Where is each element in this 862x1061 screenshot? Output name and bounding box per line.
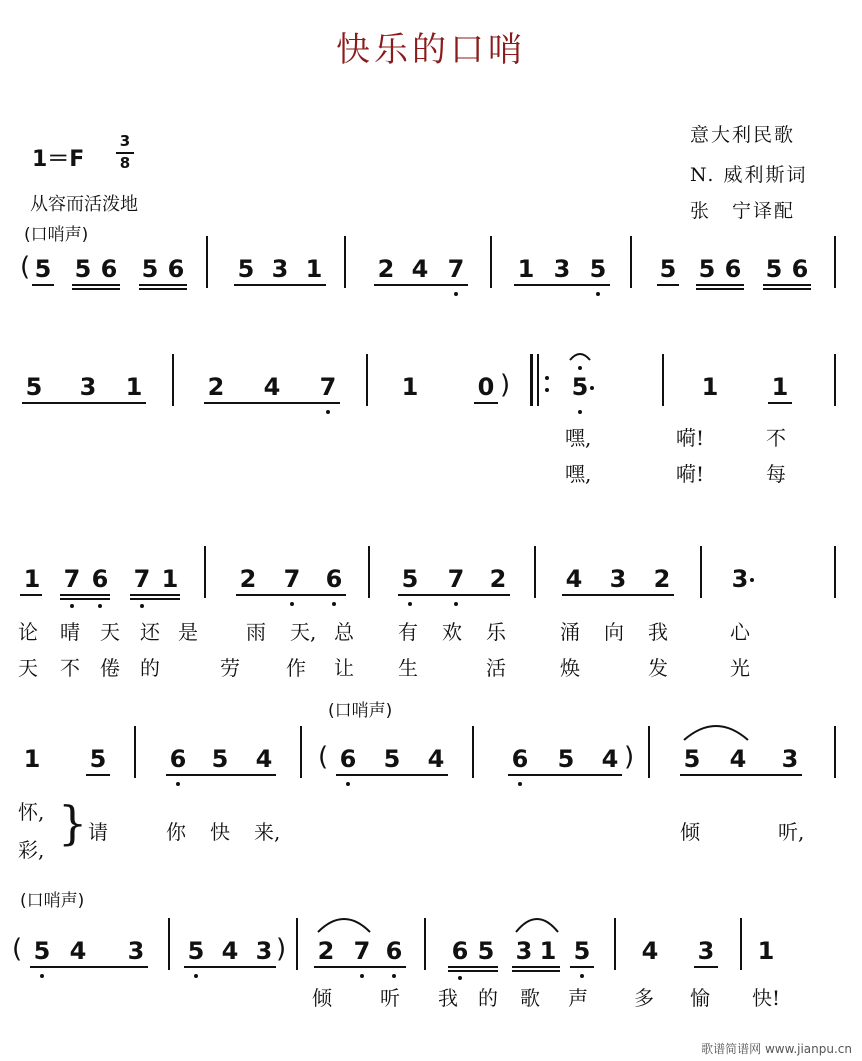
lyric: 嗬! (676, 462, 705, 486)
note: 1 (757, 937, 775, 965)
note: 4 (255, 745, 273, 773)
credit-translator: 张 宁译配 (690, 200, 796, 222)
score-line-5 (0, 936, 862, 996)
note: 3 (255, 937, 273, 965)
note: 2 (489, 565, 507, 593)
lyric: 还 (140, 620, 160, 644)
note: 1 (517, 255, 535, 283)
note: 3 (127, 937, 145, 965)
note: 5 (572, 936, 592, 966)
time-signature-denominator: 8 (119, 154, 131, 172)
lyric: 发 (648, 656, 668, 680)
lyric: 是 (178, 620, 198, 644)
lyric: 有 (398, 620, 418, 644)
note: 3 (730, 564, 750, 594)
lyric: 嘿, (565, 462, 592, 486)
note: 5 (570, 372, 590, 402)
note: 6 (168, 744, 188, 774)
lyric: 我 (648, 620, 668, 644)
open-paren: ( (12, 934, 23, 964)
note: 6 (338, 744, 358, 774)
lyric: 你 (166, 820, 186, 844)
note: 6 (324, 564, 344, 594)
score-line-1 (0, 254, 862, 314)
note: 4 (69, 937, 87, 965)
note: 6 (791, 255, 809, 283)
lyric: 的 (478, 986, 498, 1010)
lyric: 我 (438, 986, 458, 1010)
lyric: 不 (60, 656, 80, 680)
note: 1 (23, 565, 41, 593)
lyric: 听 (380, 986, 400, 1010)
credit-origin: 意大利民歌 (690, 124, 796, 146)
lyric: 快 (210, 820, 230, 844)
note: 2 (207, 373, 225, 401)
lyric: 涌 (560, 620, 580, 644)
note: 5 (698, 255, 716, 283)
site-watermark: 歌谱简谱网 www.jianpu.cn (701, 1042, 852, 1056)
lyric: 天 (100, 620, 120, 644)
note: 5 (74, 255, 92, 283)
note: 5 (477, 937, 495, 965)
fermata-mark (568, 350, 592, 362)
note: 4 (729, 745, 747, 773)
tempo-marking: 从容而活泼地 (30, 194, 138, 215)
lyric: 嗬! (676, 426, 705, 450)
lyric: 让 (334, 656, 354, 680)
note: 5 (186, 936, 206, 966)
note: 5 (659, 255, 677, 283)
note: 6 (384, 936, 404, 966)
note: 3 (609, 565, 627, 593)
note: 7 (282, 564, 302, 594)
lyric: 心 (730, 620, 750, 644)
note: 2 (239, 565, 257, 593)
note: 4 (411, 255, 429, 283)
note: 6 (167, 255, 185, 283)
note: 7 (318, 372, 338, 402)
slur-mark (680, 718, 752, 742)
lyric: 不 (766, 426, 786, 450)
note: 7 (446, 254, 466, 284)
lyric-alt: 怀, (18, 800, 45, 824)
score-line-3 (0, 564, 862, 624)
lyric: 雨 (246, 620, 266, 644)
note: 4 (641, 937, 659, 965)
key-signature: 1＝F (32, 147, 85, 172)
note: 1 (161, 565, 179, 593)
note: 7 (132, 564, 152, 594)
note: 2 (317, 937, 335, 965)
note: 5 (588, 254, 608, 284)
lyric: 生 (398, 656, 418, 680)
lyric: 的 (140, 656, 160, 680)
lyric: 歌 (520, 986, 540, 1010)
note: 0 (477, 373, 495, 401)
note: 3 (553, 255, 571, 283)
note: 1 (539, 937, 557, 965)
lyric: 作 (286, 656, 306, 680)
slur-mark (512, 912, 562, 934)
whistle-marker-2: (口哨声) (328, 701, 393, 721)
note: 5 (683, 745, 701, 773)
note: 5 (89, 745, 107, 773)
lyric: 向 (604, 620, 624, 644)
note: 5 (557, 745, 575, 773)
lyric: 晴 (60, 620, 80, 644)
note: 5 (34, 255, 52, 283)
lyric: 活 (486, 656, 506, 680)
lyric: 倦 (100, 656, 120, 680)
lyric: 欢 (442, 620, 462, 644)
close-paren: ) (276, 934, 287, 964)
note: 5 (211, 745, 229, 773)
close-paren: ) (500, 370, 511, 400)
score-line-4 (0, 744, 862, 804)
lyric: 光 (730, 656, 750, 680)
note: 1 (771, 373, 789, 401)
lyric: 听, (778, 820, 805, 844)
note: 3 (697, 937, 715, 965)
note: 2 (653, 565, 671, 593)
lyric: 来, (254, 820, 281, 844)
close-paren: ) (624, 742, 635, 772)
note: 3 (781, 745, 799, 773)
note: 7 (446, 564, 466, 594)
note: 1 (23, 745, 41, 773)
note: 3 (515, 937, 533, 965)
lyric: 论 (18, 620, 38, 644)
open-paren: ( (318, 742, 329, 772)
note: 2 (377, 255, 395, 283)
lyric: 天 (18, 656, 38, 680)
note: 5 (237, 255, 255, 283)
lyric: 倾 (312, 986, 332, 1010)
note: 4 (263, 373, 281, 401)
note: 1 (401, 373, 419, 401)
lyric: 劳 (220, 656, 240, 680)
lyric: 天, (290, 620, 317, 644)
lyric: 愉 (690, 986, 710, 1010)
lyric: 请 (88, 820, 108, 844)
note: 1 (701, 373, 719, 401)
lyric: 嘿, (565, 426, 592, 450)
note: 5 (32, 936, 52, 966)
note: 5 (383, 745, 401, 773)
whistle-marker-1: (口哨声) (24, 225, 89, 245)
note: 4 (427, 745, 445, 773)
note: 7 (62, 564, 82, 594)
lyric: 多 (634, 986, 654, 1010)
lyric: 每 (766, 462, 786, 486)
lyric: 焕 (560, 656, 580, 680)
lyric-alt: 彩, (18, 838, 45, 862)
time-signature-numerator: 3 (119, 132, 131, 150)
lyric: 快! (752, 986, 781, 1010)
lyric: 乐 (486, 620, 506, 644)
open-paren: ( (20, 252, 31, 282)
note: 5 (765, 255, 783, 283)
note: 5 (141, 255, 159, 283)
note: 3 (271, 255, 289, 283)
whistle-marker-3: (口哨声) (20, 891, 85, 911)
note: 7 (352, 936, 372, 966)
lyric-brace: } (58, 796, 88, 850)
note: 1 (305, 255, 323, 283)
note: 3 (79, 373, 97, 401)
note: 6 (510, 744, 530, 774)
score-line-2 (0, 372, 862, 432)
note: 4 (601, 745, 619, 773)
note: 4 (565, 565, 583, 593)
note: 6 (724, 255, 742, 283)
note: 6 (100, 255, 118, 283)
note: 4 (221, 937, 239, 965)
note: 5 (25, 373, 43, 401)
lyric: 倾 (680, 820, 700, 844)
lyric: 总 (334, 620, 354, 644)
note: 6 (90, 564, 110, 594)
lyric: 声 (568, 986, 588, 1010)
slur-mark (314, 912, 374, 934)
credit-lyricist: N. 威利斯词 (690, 164, 808, 186)
song-title: 快乐的口哨 (336, 30, 526, 70)
note: 5 (400, 564, 420, 594)
note: 1 (125, 373, 143, 401)
note: 6 (450, 936, 470, 966)
